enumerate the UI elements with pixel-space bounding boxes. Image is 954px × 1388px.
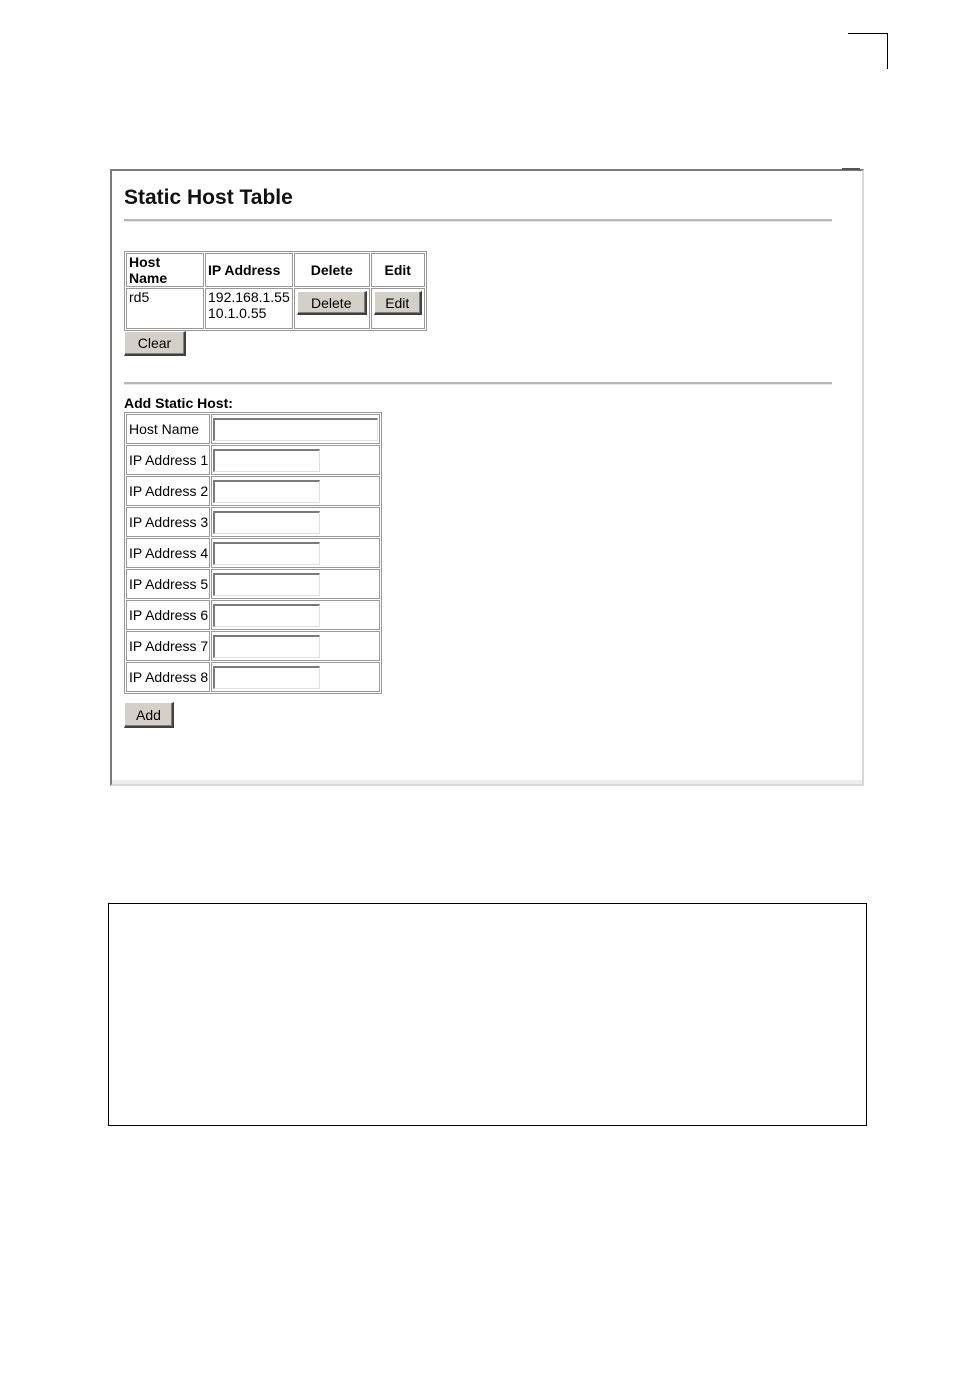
table-row (126, 288, 425, 329)
column-header-edit: Edit (371, 253, 425, 287)
form-row-ip-address-1 (126, 445, 380, 475)
form-row-ip-address-2 (126, 476, 380, 506)
delete-cell (294, 288, 370, 329)
frame-bottom-strip (112, 780, 862, 784)
delete-button[interactable]: Delete (297, 291, 367, 315)
ip-address-line: 192.168.1.55 (208, 289, 290, 305)
ip-address-3-input[interactable] (213, 511, 320, 534)
crop-mark-vertical (887, 33, 888, 69)
column-header-host-name: Host Name (126, 253, 204, 287)
field-cell (211, 600, 380, 630)
field-label: IP Address 4 (126, 538, 210, 568)
form-row-ip-address-3 (126, 507, 380, 537)
field-cell (211, 507, 380, 537)
ip-address-8-input[interactable] (213, 666, 320, 689)
field-label: IP Address 6 (126, 600, 210, 630)
add-static-host-heading: Add Static Host: (124, 395, 233, 411)
page-title: Static Host Table (124, 186, 293, 209)
form-row-ip-address-4 (126, 538, 380, 568)
column-header-delete: Delete (294, 253, 370, 287)
field-cell (211, 662, 380, 692)
host-name-input[interactable] (213, 418, 378, 441)
add-static-host-form (124, 412, 382, 694)
empty-text-box (108, 903, 867, 1126)
field-label: IP Address 2 (126, 476, 210, 506)
field-cell (211, 414, 380, 444)
frame-corner-tick (842, 168, 860, 170)
form-row-ip-address-8 (126, 662, 380, 692)
ip-address-7-input[interactable] (213, 635, 320, 658)
field-label: IP Address 7 (126, 631, 210, 661)
form-row-ip-address-7 (126, 631, 380, 661)
ip-address-2-input[interactable] (213, 480, 320, 503)
ip-address-5-input[interactable] (213, 573, 320, 596)
form-row-host-name (126, 414, 380, 444)
field-cell (211, 538, 380, 568)
ip-address-4-input[interactable] (213, 542, 320, 565)
static-host-table (124, 251, 427, 331)
field-cell (211, 445, 380, 475)
field-label: IP Address 3 (126, 507, 210, 537)
add-button[interactable]: Add (124, 702, 174, 728)
edit-button[interactable]: Edit (374, 291, 422, 315)
ip-address-line: 10.1.0.55 (208, 305, 267, 321)
crop-mark-horizontal (848, 33, 888, 34)
form-row-ip-address-6 (126, 600, 380, 630)
field-cell (211, 569, 380, 599)
form-row-ip-address-5 (126, 569, 380, 599)
field-label: IP Address 8 (126, 662, 210, 692)
host-name-cell: rd5 (126, 288, 204, 329)
edit-cell (371, 288, 425, 329)
field-label: IP Address 5 (126, 569, 210, 599)
field-label: Host Name (126, 414, 210, 444)
table-header-row (126, 253, 425, 287)
ip-address-cell (205, 288, 293, 329)
column-header-ip-address: IP Address (205, 253, 293, 287)
title-divider (124, 219, 832, 222)
field-cell (211, 631, 380, 661)
ip-address-1-input[interactable] (213, 449, 320, 472)
field-cell (211, 476, 380, 506)
field-label: IP Address 1 (126, 445, 210, 475)
ip-address-6-input[interactable] (213, 604, 320, 627)
clear-button[interactable]: Clear (124, 331, 186, 356)
section-divider (124, 382, 832, 385)
